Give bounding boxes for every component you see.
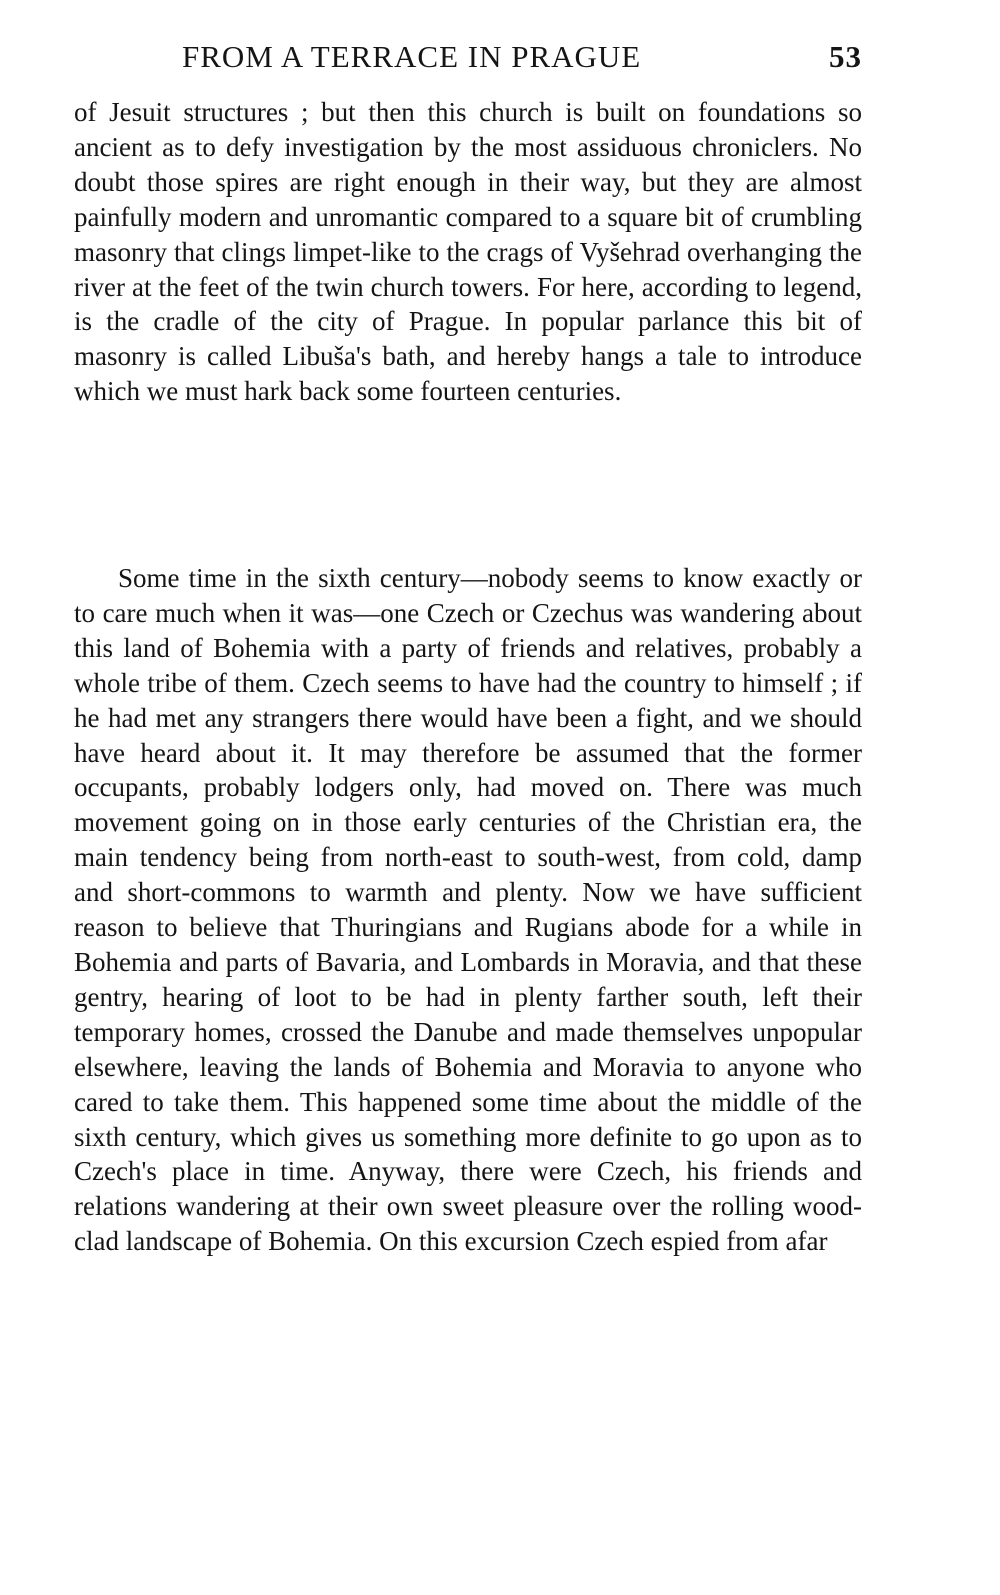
page-number: 53: [829, 39, 862, 74]
running-header: [74, 37, 862, 77]
running-title: FROM A TERRACE IN PRAGUE: [182, 39, 642, 74]
paragraph-czech-legend: Some time in the sixth century—nobody seems to know exactly or to care much when it was—one Czech or Czechus was wandering about this land of Bohemia with a party of friends and relatives, probably a whole tribe of them. Czech seems to have had the country to himself ; if he had met any strangers there would have been a fight, and we should have heard about it. It may therefore be assumed that the former occupants, probably lodgers only, had moved on. There was much movement going on in those early centuries of the Christian era, the main tendency being from north-east to south-west, from cold, damp and short-commons to warmth and plenty. Now we have sufficient reason to believe that Thuringians and Rugians abode for a while in Bohemia and parts of Bavaria, and Lombards in Moravia, and that these gentry, hearing of loot to be had in plenty farther south, left their temporary homes, crossed the Danube and made themselves unpopular elsewhere, leaving the lands of Bohemia and Moravia to anyone who cared to take them. This happened some time about the middle of the sixth century, which gives us something more definite to go upon as to Czech's place in time. Anyway, there were Czech, his friends and relations wandering at their own sweet pleasure over the rolling wood-clad landscape of Bohemia. On this excursion Czech espied from afar: [74, 563, 862, 1257]
paragraph-continuation: of Jesuit structures ; but then this church is built on foundations so ancient as to defy investigation by the most assiduous chroniclers. No doubt those spires are right enough in their way, but they are almost painfully modern and unromantic compared to a square bit of crumbling masonry that clings limpet-like to the crags of Vyšehrad overhanging the river at the feet of the twin church towers. For here, according to legend, is the cradle of the city of Prague. In popular parlance this bit of masonry is called Libuša's bath, and hereby hangs a tale to introduce which we must hark back some fourteen centuries.: [74, 97, 862, 407]
